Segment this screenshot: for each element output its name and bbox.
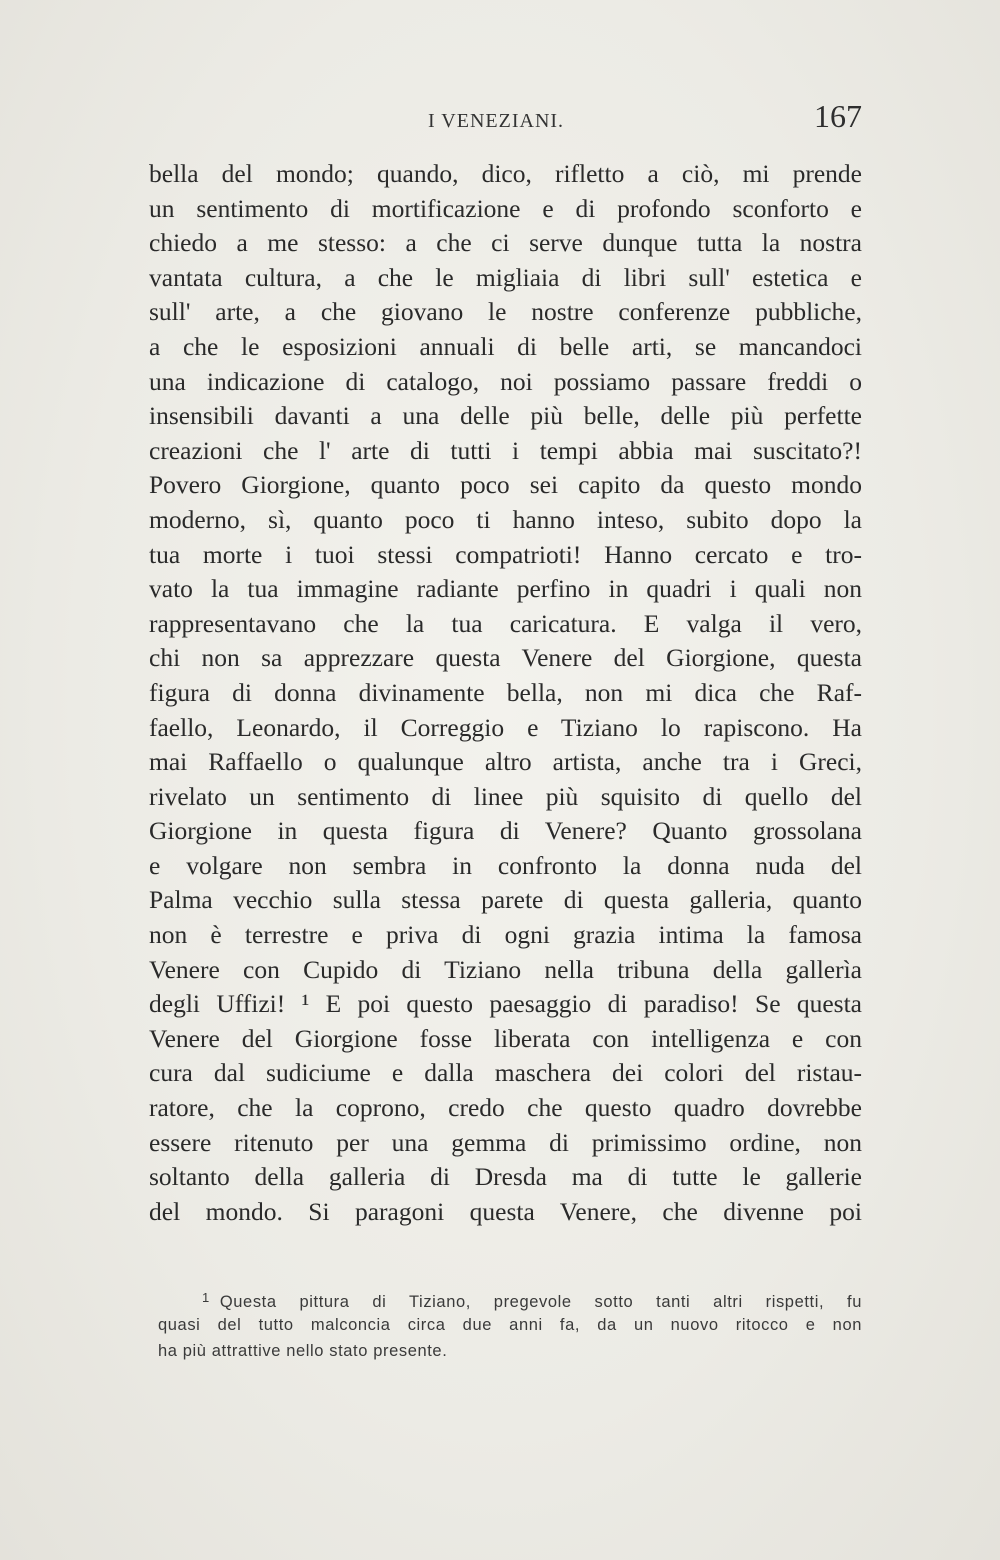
text-line: non è terrestre e priva di ogni grazia intima la famosa [149,920,862,950]
text-line: insensibili davanti a una delle più belle, delle più perfette [149,401,862,431]
text-line: sull' arte, a che giovano le nostre conferenze pubbliche, [149,297,862,327]
text-line: degli Uffizi! ¹ E poi questo paesaggio di paradiso! Se questa [149,989,862,1019]
text-line: rivelato un sentimento di linee più squisito di quello del [149,781,862,811]
text-line: soltanto della galleria di Dresda ma di tutte le gallerie [149,1162,862,1192]
text-line: Venere con Cupido di Tiziano nella tribuna della gallerìa [149,954,862,984]
running-title: I VENEZIANI. [428,110,565,132]
text-line: e volgare non sembra in confronto la donna nuda del [149,850,862,880]
text-line: vato la tua immagine radiante perfino in quadri i quali non [149,574,862,604]
text-line: tua morte i tuoi stessi compatrioti! Hanno cercato e tro- [149,539,862,569]
text-line: Venere del Giorgione fosse liberata con intelligenza e con [149,1023,862,1053]
text-line: moderno, sì, quanto poco ti hanno inteso, subito dopo la [149,504,862,534]
text-line: chiedo a me stesso: a che ci serve dunque tutta la nostra [149,228,862,258]
text-line: un sentimento di mortificazione e di profondo sconforto e [149,193,862,223]
text-line: ratore, che la coprono, credo che questo quadro dovrebbe [149,1093,862,1123]
text-line: Giorgione in questa figura di Venere? Quanto grossolana [149,816,862,846]
footnote [158,1285,862,1365]
footnote-line: quasi del tutto malconcia circa due anni fa, da un nuovo ritocco e non [158,1315,862,1334]
text-line: bella del mondo; quando, dico, rifletto a ciò, mi prende [149,159,862,188]
text-line: Palma vecchio sulla stessa parete di questa galleria, quanto [149,885,862,915]
text-line: figura di donna divinamente bella, non mi dica che Raf- [149,677,862,707]
footnote-line [158,1285,862,1312]
page-header [150,98,862,138]
body-text [149,157,862,1229]
text-line: Povero Giorgione, quanto poco sei capito da questo mondo [149,470,862,500]
text-line: del mondo. Si paragoni questa Venere, che divenne poi [149,1196,862,1226]
text-line: cura dal sudiciume e dalla maschera dei colori del ristau- [149,1058,862,1088]
text-line: mai Raffaello o qualunque altro artista, anche tra i Greci, [149,747,862,777]
text-line: una indicazione di catalogo, noi possiamo passare freddi o [149,366,862,396]
text-line: essere ritenuto per una gemma di primissimo ordine, non [149,1127,862,1157]
text-line: vantata cultura, a che le migliaia di libri sull' estetica e [149,262,862,292]
footnote-text: Questa pittura di Tiziano, pregevole sotto tanti altri rispetti, fu [219,1293,862,1311]
footnote-marker: 1 [202,1290,210,1305]
text-line: a che le esposizioni annuali di belle arti, se mancandoci [149,331,862,361]
text-line: faello, Leonardo, il Correggio e Tiziano lo rapiscono. Ha [149,712,862,742]
text-line: rappresentavano che la tua caricatura. E valga il vero, [149,608,862,638]
footnote-line: ha più attrattive nello stato presente. [158,1342,448,1360]
page-number: 167 [814,98,862,134]
text-line: creazioni che l' arte di tutti i tempi abbia mai suscitato?! [149,435,862,465]
text-line: chi non sa apprezzare questa Venere del Giorgione, questa [149,643,862,673]
